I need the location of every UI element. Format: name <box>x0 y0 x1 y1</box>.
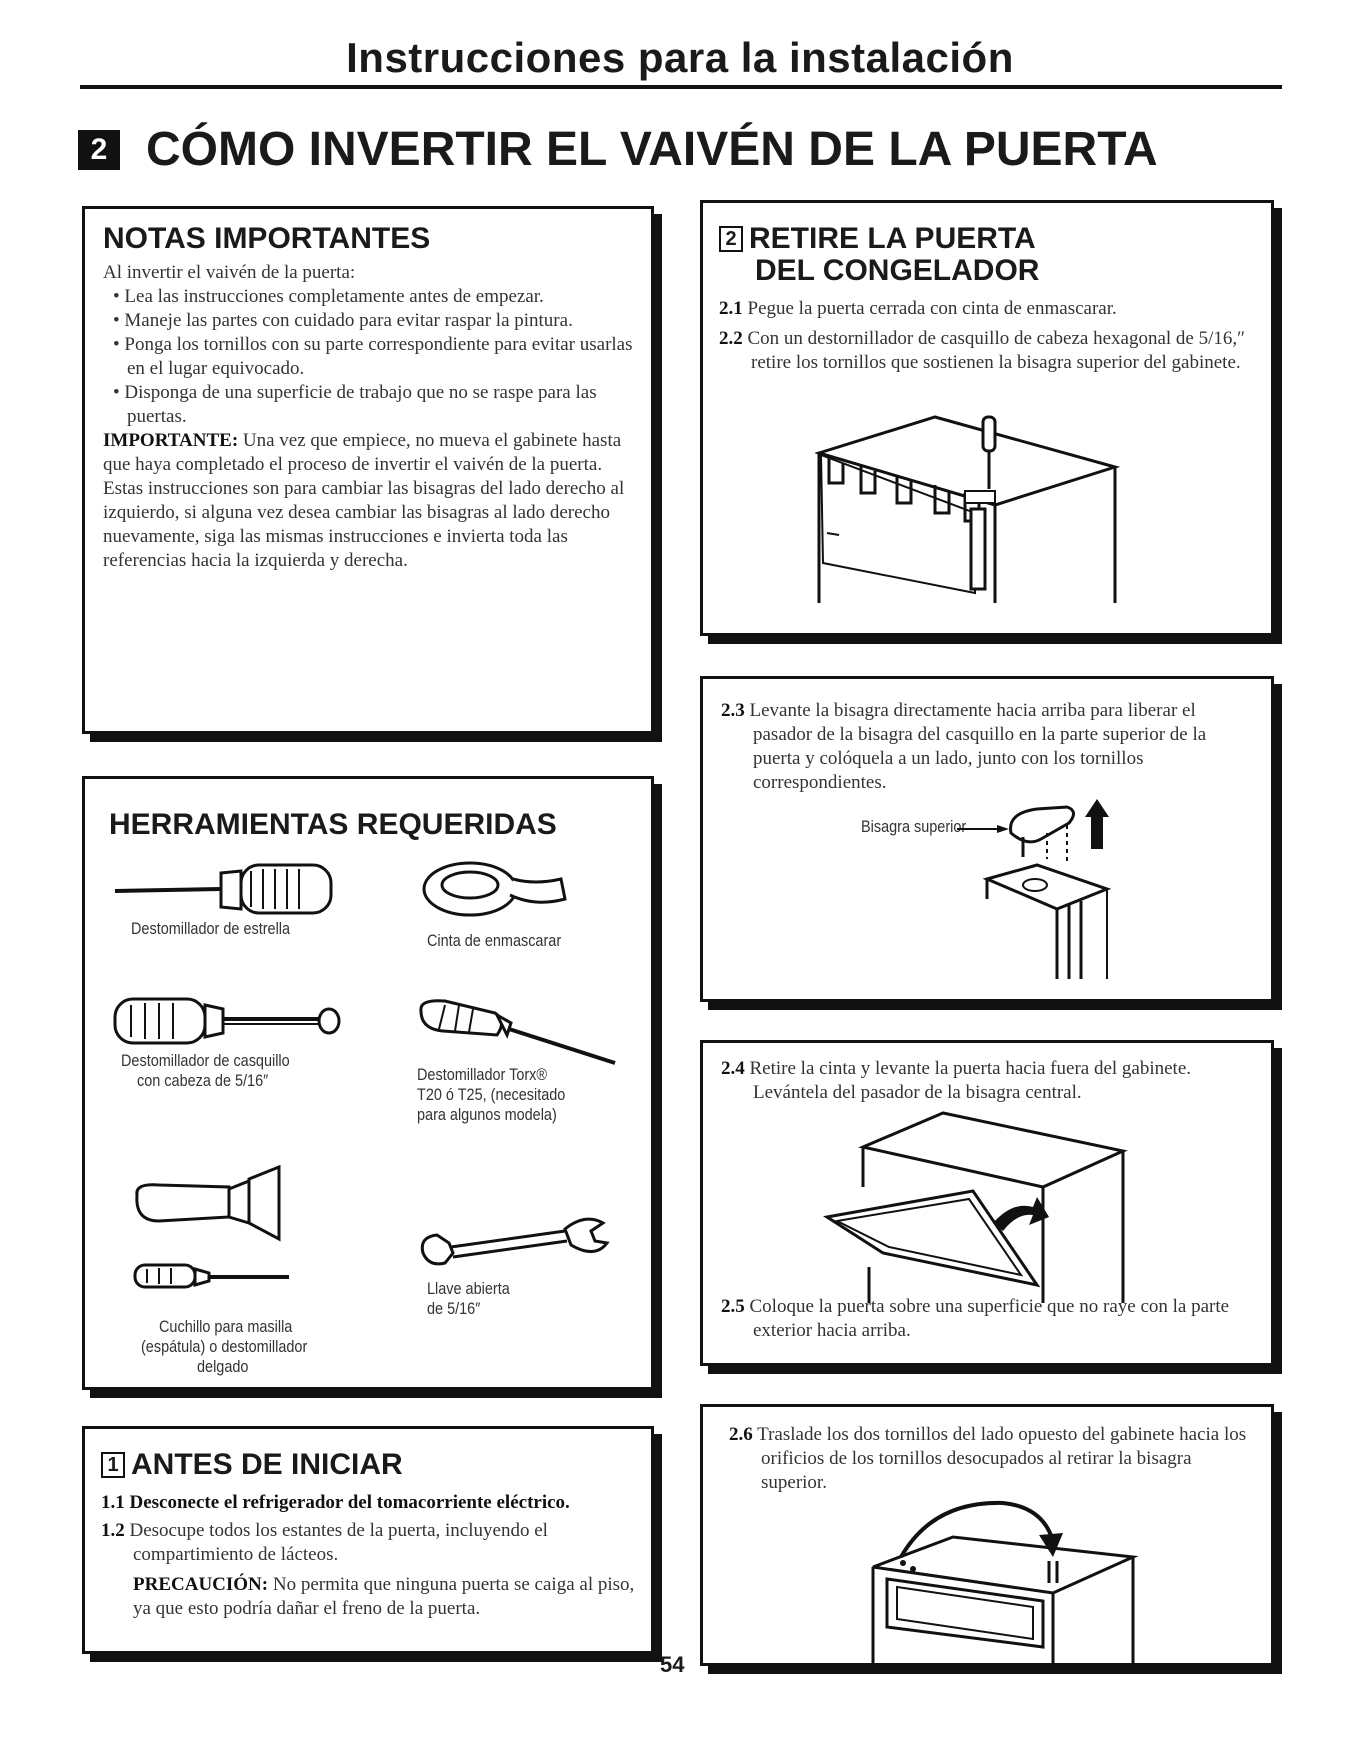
step-number: 2.1 <box>719 298 743 319</box>
step-2-3 <box>721 699 1253 795</box>
tool-caption-torx: Destomillador Torx® <box>417 1065 548 1084</box>
herramientas-box <box>82 776 654 1390</box>
step-2-4-box <box>700 1040 1274 1366</box>
step-2-4 <box>721 1057 1253 1105</box>
step-2-3-box <box>700 676 1274 1002</box>
antes-title <box>101 1449 637 1481</box>
notas-title: NOTAS IMPORTANTES <box>103 222 431 255</box>
tool-caption-torx-note: para algunos modela) <box>417 1105 557 1124</box>
retire-title <box>719 223 1255 255</box>
step-number: 2.2 <box>719 328 743 349</box>
top-hinge-lift-illustration <box>957 789 1157 989</box>
step-number: 2.4 <box>721 1058 745 1079</box>
open-end-wrench-icon <box>415 1209 615 1289</box>
step-text: Traslade los dos tornillos del lado opuesto del gabinete hacia los orificios de los tornillos desocupados al retirar la bisagra superior. <box>752 1424 1247 1493</box>
tool-caption-putty-note: delgado <box>197 1357 249 1376</box>
tool-caption-putty: Cuchillo para masilla <box>159 1317 293 1336</box>
socket-driver-icon <box>111 991 351 1051</box>
step-text: Desocupe todos los estantes de la puerta, incluyendo el compartimiento de lácteos. <box>124 1520 548 1565</box>
step-number: 2.3 <box>721 700 745 721</box>
section-title <box>78 122 1158 177</box>
retire-puerta-box <box>700 200 1274 636</box>
door-removal-illustration <box>823 1107 1163 1307</box>
step-2-6 <box>729 1423 1253 1495</box>
antes-title-text: ANTES DE INICIAR <box>131 1448 403 1481</box>
step-number-box: 2 <box>719 226 743 252</box>
tool-caption-socket: Destomillador de casquillo <box>121 1051 290 1070</box>
step-text: Coloque la puerta sobre una superficie que no raye con la parte exterior hacia arriba. <box>744 1296 1230 1341</box>
notas-intro: Al invertir el vaivén de la puerta: <box>103 262 356 283</box>
step-number-box: 1 <box>101 1452 125 1478</box>
herramientas-title: HERRAMIENTAS REQUERIDAS <box>109 808 557 841</box>
notas-importantes-box <box>82 206 654 734</box>
notas-closing: Estas instrucciones son para cambiar las bisagras del lado derecho al izquierdo, si alguna vez desea cambiar las bisagras al lado derecho nuevamente, siga las mismas instrucciones e invierta toda las referencias hacia la izquierda y derecha. <box>103 478 625 571</box>
step-2-2 <box>719 327 1255 375</box>
tool-caption-putty-alt: (espátula) o destomillador <box>141 1337 308 1356</box>
section-title-text: CÓMO INVERTIR EL VAIVÉN DE LA PUERTA <box>146 123 1158 176</box>
important-label: IMPORTANTE: <box>103 430 239 451</box>
torx-screwdriver-icon <box>415 991 635 1071</box>
step-text: Pegue la puerta cerrada con cinta de enmascarar. <box>742 298 1117 319</box>
tool-caption-tape: Cinta de enmascarar <box>427 931 562 950</box>
antes-step-1 <box>101 1491 637 1515</box>
tool-caption-socket-size: con cabeza de 5/16″ <box>137 1071 269 1090</box>
step-number: 2.5 <box>721 1296 745 1317</box>
step-text: Con un destornillador de casquillo de cabeza hexagonal de 5/16,″ retire los tornillos que sostienen la bisagra superior del gabinete. <box>742 328 1246 373</box>
step-2-1 <box>719 297 1255 321</box>
putty-knife-icon <box>129 1165 329 1315</box>
screw-transfer-illustration <box>863 1497 1163 1665</box>
tool-caption-torx-size: T20 ó T25, (necesitado <box>417 1085 566 1104</box>
step-2-6-box <box>700 1404 1274 1666</box>
tool-caption-wrench-size: de 5/16″ <box>427 1299 481 1318</box>
header-divider <box>80 85 1282 89</box>
antes-step-2 <box>101 1519 637 1567</box>
caution-text: No permita que ninguna puerta se caiga al piso, ya que esto podría dañar el freno de la puerta. <box>133 1574 635 1619</box>
important-text: Una vez que empiece, no mueva el gabinete hasta que haya completado el proceso de invertir el vaivén de la puerta. <box>103 430 622 475</box>
step-number: 1.1 <box>101 1492 125 1513</box>
tool-caption-wrench: Llave abierta <box>427 1279 510 1298</box>
notas-bullet: • Disponga de una superficie de trabajo que no se raspe para las puertas. <box>103 381 635 429</box>
step-number: 1.2 <box>101 1520 125 1541</box>
notas-bullet: • Lea las instrucciones completamente antes de empezar. <box>103 285 635 309</box>
retire-title-line1: RETIRE LA PUERTA <box>749 222 1036 255</box>
notas-bullet: • Maneje las partes con cuidado para evitar raspar la pintura. <box>103 309 635 333</box>
step-number: 2.6 <box>729 1424 753 1445</box>
step-text: Desconecte el refrigerador del tomacorriente eléctrico. <box>124 1492 570 1513</box>
retire-title-line2: DEL CONGELADOR <box>755 254 1040 287</box>
notas-bullet: • Ponga los tornillos con su parte correspondiente para evitar usarlas en el lugar equivocado. <box>103 333 635 381</box>
tool-caption-phillips: Destomillador de estrella <box>131 919 291 938</box>
section-number-badge: 2 <box>78 130 120 170</box>
phillips-screwdriver-icon <box>111 859 351 919</box>
fridge-top-hinge-illustration <box>815 413 1135 613</box>
antes-de-iniciar-box <box>82 1426 654 1654</box>
page-number: 54 <box>660 1652 685 1677</box>
notas-important <box>103 429 635 477</box>
antes-caution <box>101 1573 637 1621</box>
step-text: Retire la cinta y levante la puerta hacia fuera del gabinete. Levántela del pasador de la bisagra central. <box>744 1058 1192 1103</box>
step-2-5 <box>721 1295 1261 1343</box>
caution-label: PRECAUCIÓN: <box>133 1574 269 1595</box>
step-text: Levante la bisagra directamente hacia arriba para liberar el pasador de la bisagra del casquillo en la parte superior de la puerta y colóquela a un lado, junto con los tornillos correspondientes. <box>744 700 1207 793</box>
page-header-title: Instrucciones para la instalación <box>346 34 1014 81</box>
callout-bisagra-superior: Bisagra superior <box>861 817 967 836</box>
masking-tape-icon <box>415 849 575 929</box>
